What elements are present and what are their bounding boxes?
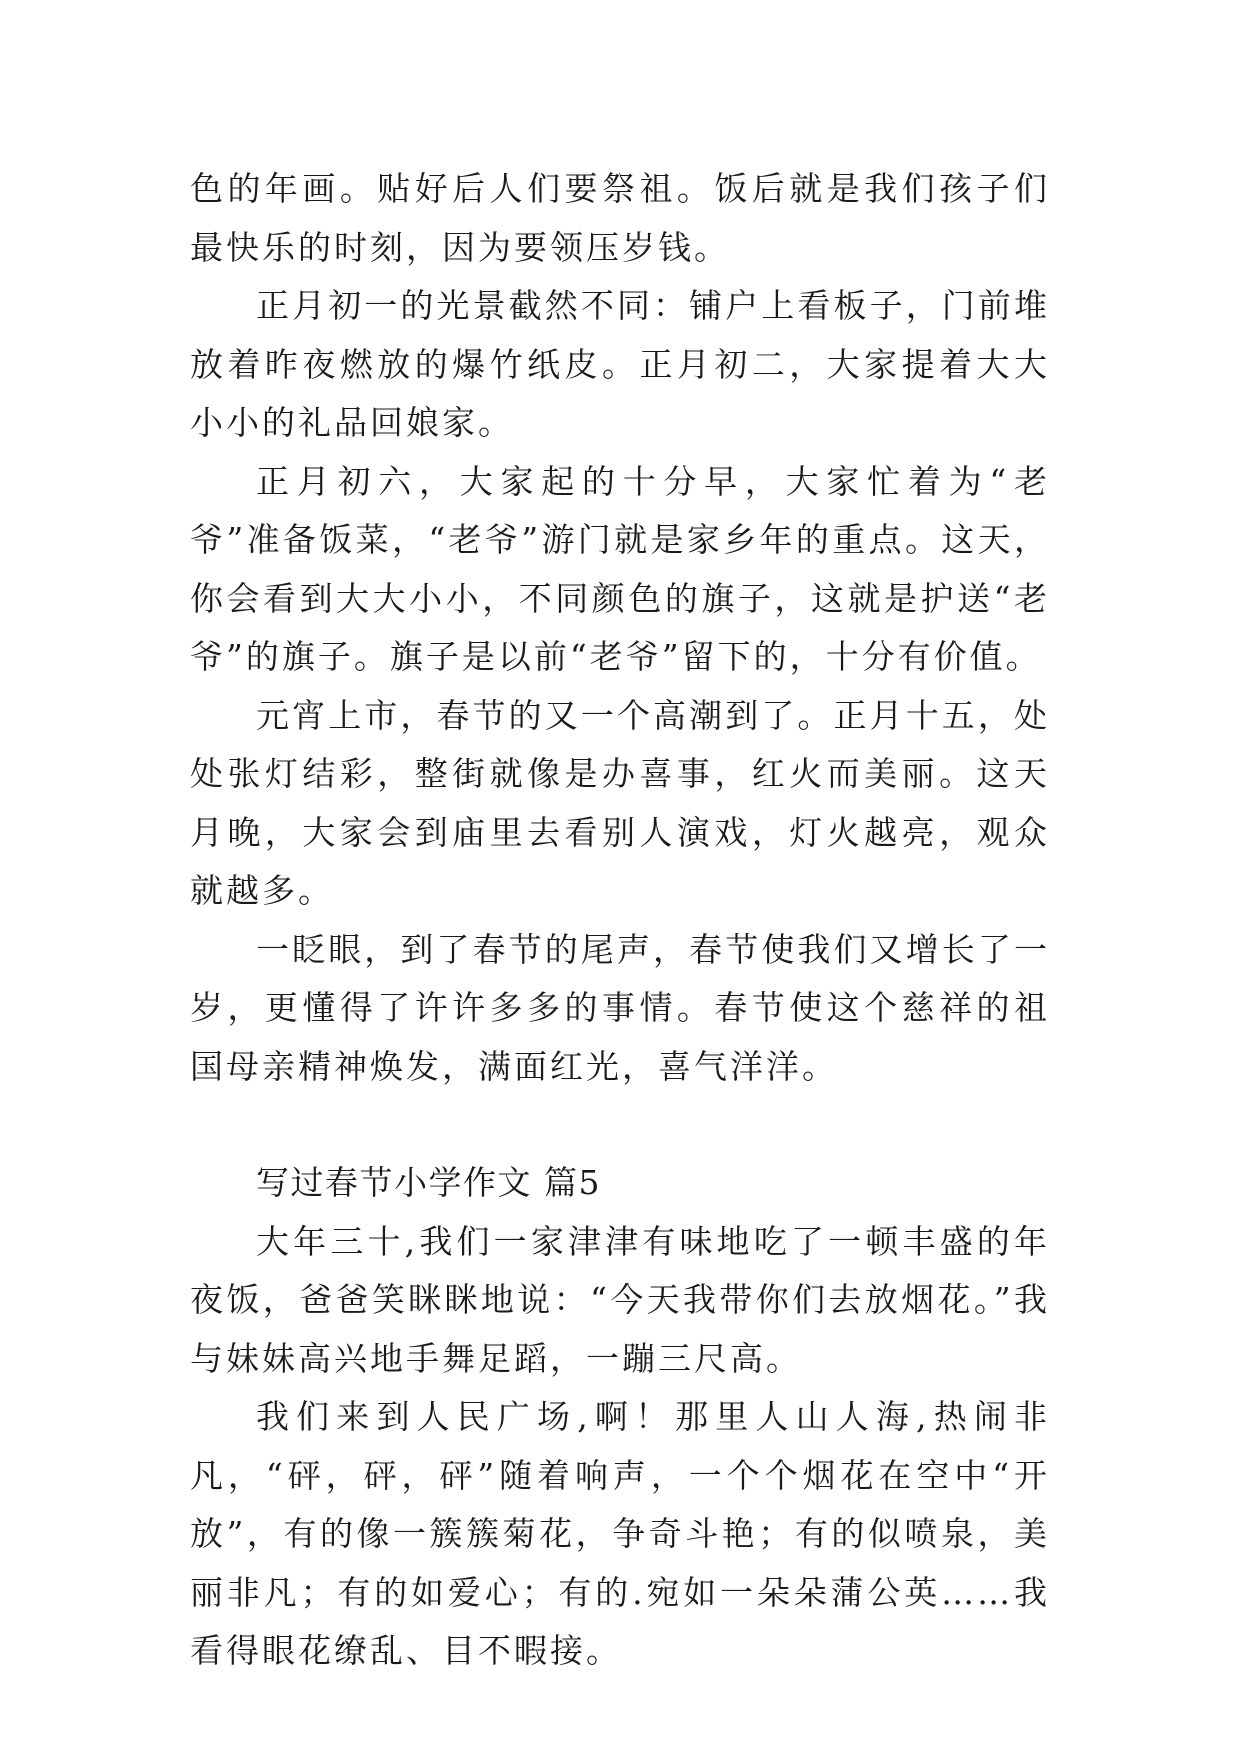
paragraph-2: 正月初一的光景截然不同：铺户上看板子，门前堆放着昨夜燃放的爆竹纸皮。正月初二，大家提着大大小小的礼品回娘家。: [190, 286, 1050, 442]
document-body: [190, 160, 1050, 1681]
paragraph-4: 元宵上市，春节的又一个高潮到了。正月十五，处处张灯结彩，整街就像是办喜事，红火而美丽。这天月晚，大家会到庙里去看别人演戏，灯火越亮，观众就越多。: [190, 695, 1050, 910]
paragraph-6: 大年三十,我们一家津津有味地吃了一顿丰盛的年夜饭，爸爸笑眯眯地说：“今天我带你们去放烟花。”我与妹妹高兴地手舞足蹈，一蹦三尺高。: [190, 1221, 1050, 1378]
paragraph-5: 一眨眼，到了春节的尾声，春节使我们又增长了一岁，更懂得了许许多多的事情。春节使这个慈祥的祖国母亲精神焕发，满面红光，喜气洋洋。: [190, 929, 1050, 1086]
paragraph-3: 正月初六，大家起的十分早，大家忙着为“老爷”准备饭菜，“老爷”游门就是家乡年的重点。这天，你会看到大大小小，不同颜色的旗子，这就是护送“老爷”的旗子。旗子是以前“老爷”留下的，十分有价值。: [190, 461, 1050, 676]
paragraph-7: 我们来到人民广场,啊！那里人山人海,热闹非凡，“砰，砰，砰”随着响声，一个个烟花在空中“开放”，有的像一簇簇菊花，争奇斗艳；有的似喷泉，美丽非凡；有的如爱心；有的.宛如一朵朵蒲公英……我看得眼花缭乱、目不暇接。: [190, 1397, 1050, 1670]
section-heading: 写过春节小学作文 篇5: [256, 1163, 601, 1202]
paragraph-1: 色的年画。贴好后人们要祭祖。饭后就是我们孩子们最快乐的时刻，因为要领压岁钱。: [190, 169, 1050, 267]
